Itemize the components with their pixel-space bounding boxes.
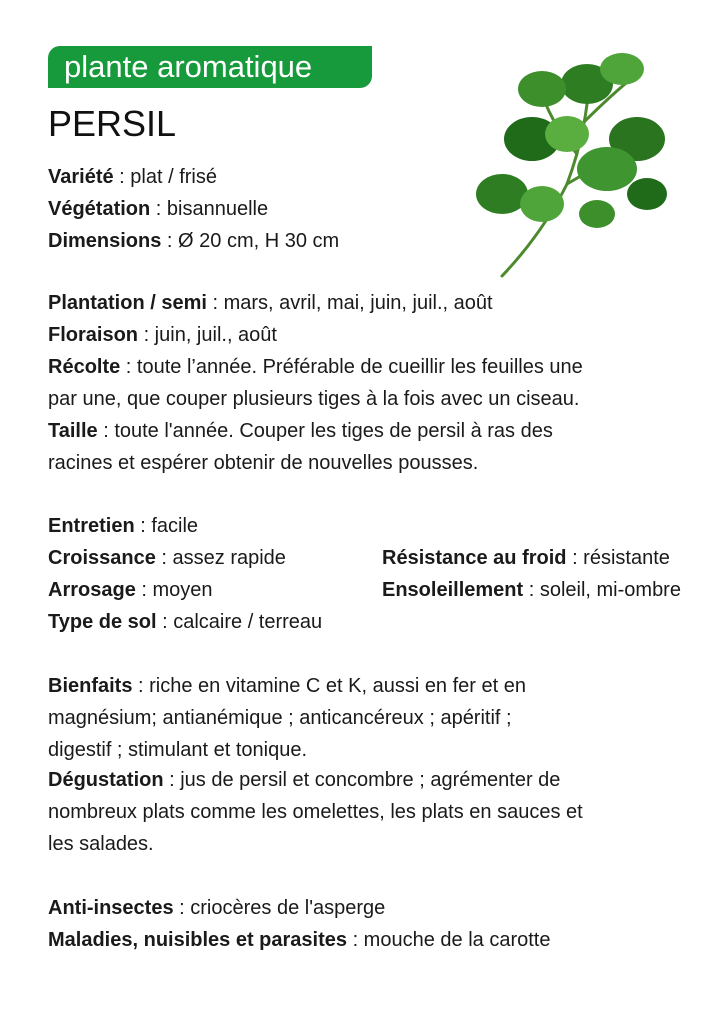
parsley-illustration bbox=[472, 44, 672, 282]
plantation-line: Plantation / semi : mars, avril, mai, juin, juil., août bbox=[48, 292, 493, 314]
vegetation-line: Végétation : bisannuelle bbox=[48, 198, 269, 220]
floraison-line: Floraison : juin, juil., août bbox=[48, 324, 277, 346]
degustation-line-2: nombreux plats comme les omelettes, les plats en sauces et bbox=[48, 801, 583, 823]
dimensions-line: Dimensions : Ø 20 cm, H 30 cm bbox=[48, 230, 340, 252]
category-tag: plante aromatique bbox=[48, 46, 372, 88]
ensoleillement-field: Ensoleillement : soleil, mi-ombre bbox=[382, 579, 681, 601]
sol-line: Type de sol : calcaire / terreau bbox=[48, 611, 323, 633]
insectes-line: Anti-insectes : criocères de l'asperge bbox=[48, 897, 386, 919]
resistance-field: Résistance au froid : résistante bbox=[382, 547, 670, 569]
page-title: PERSIL bbox=[48, 103, 177, 144]
recolte-line: Récolte : toute l’année. Préférable de cueillir les feuilles une bbox=[48, 356, 583, 378]
taille-line-2: racines et espérer obtenir de nouvelles pousses. bbox=[48, 452, 479, 474]
croissance-line: Croissance : assez rapide Résistance au froid : résistante bbox=[48, 543, 286, 573]
bienfaits-line-3: digestif ; stimulant et tonique. bbox=[48, 739, 308, 761]
maladies-line: Maladies, nuisibles et parasites : mouche de la carotte bbox=[48, 929, 551, 951]
degustation-line-3: les salades. bbox=[48, 833, 154, 855]
recolte-line-2: par une, que couper plusieurs tiges à la fois avec un ciseau. bbox=[48, 388, 580, 410]
arrosage-line: Arrosage : moyen Ensoleillement : soleil, mi-ombre bbox=[48, 575, 213, 605]
degustation-line: Dégustation : jus de persil et concombre ; agrémenter de bbox=[48, 769, 561, 791]
variete-line: Variété : plat / frisé bbox=[48, 166, 217, 188]
bienfaits-line-2: magnésium; antianémique ; anticancéreux ; apéritif ; bbox=[48, 707, 512, 729]
taille-line: Taille : toute l'année. Couper les tiges de persil à ras des bbox=[48, 420, 553, 442]
bienfaits-line: Bienfaits : riche en vitamine C et K, aussi en fer et en bbox=[48, 675, 526, 697]
entretien-line: Entretien : facile bbox=[48, 515, 199, 537]
